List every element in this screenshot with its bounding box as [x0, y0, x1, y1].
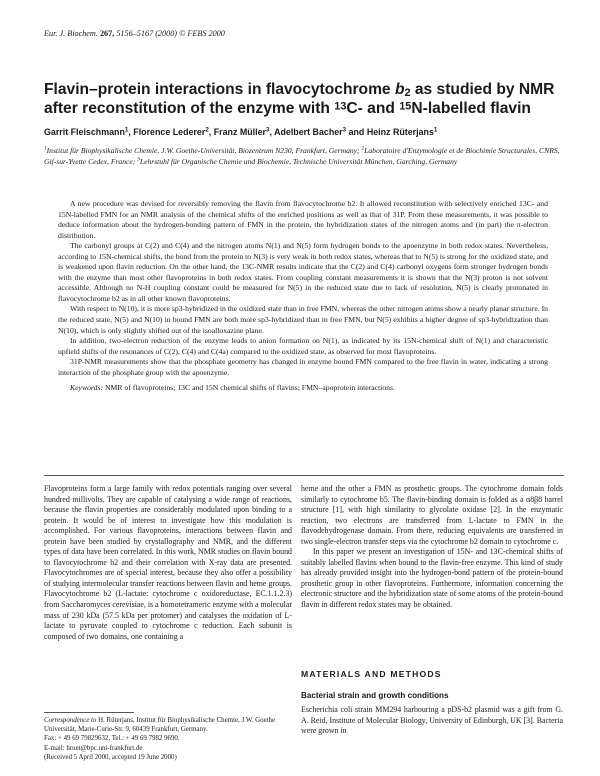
- author: Franz Müller: [213, 127, 266, 137]
- footnotes: [44, 716, 294, 762]
- body-paragraph: In this paper we present an investigation of 15N- and 13C-chemical shifts of suitably labelled flavins when bound to the flavin-free enzyme. This kind of study has already provided insight into the hydrogen-bond pattern of the protein-bound prosthetic group in other flavoproteins. Furthermore, information concerning the electronic structure and the hybridization state of some atoms of the protein-bound flavin in different redox states may be obtained.: [301, 547, 563, 610]
- journal-header: [44, 29, 225, 38]
- abstract-divider: [44, 475, 564, 476]
- abstract-paragraph: 31P-NMR measurements show that the phosphate geometry has changed in enzyme bound FMN compared to the free flavin in water, indicating a strong interaction of the phosphate group with the apoenzyme.: [58, 357, 548, 377]
- abstract-paragraph: With respect to N(10), it is more sp3-hybridized in the oxidized state than in free FMN, whereas the other nitrogen atoms show a nearly planar structure. In the reduced state, N(5) and N(10) in bound FMN are both more sp3-hybridized than in free FMN, but N(5) exhibits a higher degree of sp3-hybridization than N(10), which is only slightly shifted out of the isoalloxazine plane.: [58, 304, 548, 335]
- intro-left-column: [44, 484, 292, 642]
- methods-paragraph: Escherichia coli strain MM294 harbouring a pDS-b2 plasmid was a gift from G. A. Reid, Institute of Molecular Biology, University of Edinburgh, UK [3]. Bacteria were grown in: [301, 705, 563, 736]
- abstract-paragraph: A new procedure was devised for reversibly removing the flavin from flavocytochrome b2. It allowed reconstitution with selectively enriched 13C- and 15N-labelled FMN for an NMR analysis of the chemical shifts of the enriched positions as well as that of 31P. From these measurements, it was possible to deduce information about the hydrogen-bonding pattern of FMN in the protein, the hybridization states of the nitrogen atoms and (in part) the π-electron distribution.: [58, 199, 548, 240]
- body-paragraph: Flavoproteins form a large family with redox potentials ranging over several hundred millivolts. They are capable of catalysing a wide range of reactions, because the flavin properties are considerably modulated upon binding to a protein. It would be of interest to investigate how this modulation is accomplished. For various flavoproteins, interactions between flavin and protein have been studied by crystallography and NMR, and the different types of data have been correlated. In this work, NMR studies on flavin bound to flavocytochrome b2 and their correlation with X-ray data are presented. Flavocytochromes are of special interest, because they also offer a possibility of studying intermolecular transfer reactions between flavin and heme groups. Flavocytochrome b2 (L-lactate: cytochrome c oxidoreductase, EC.1.1.2.3) from Saccharomyces cerevisiae, is a homotetrameric enzyme with a molecular mass of 230 kDa (57.5 kDa per protomer) and catalyses the oxidation of L-lactate to pyruvate coupled to cytochrome c reduction. Each subunit is composed of two domains, one containing a: [44, 484, 293, 641]
- author: Heinz Rüterjans: [366, 127, 434, 137]
- subsection-heading: Bacterial strain and growth conditions: [301, 691, 449, 700]
- abstract-paragraph: The carbonyl groups at C(2) and C(4) and the nitrogen atoms N(1) and N(5) form hydrogen bonds to the apoenzyme in both redox states. Nevertheless, according to 15N-chemical shifts, the bond from the protein to N(3) is very weak in both redox states, whereas that to N(5) is strong for the oxidized state, and is weakened upon flavin reduction. On the other hand, the 13C-NMR results indicate that the C(2) and C(4) carbonyl oxygens form stronger hydrogen bonds with the enzyme than most other flavoproteins in both redox states. From coupling constant measurements it is shown that the N(3) proton is not solvent accessible. Although no N-H coupling constant could be measured for N(5) in the reduced state due to lack of resolution, N(5) is clearly protonated in flavocytochrome b2 as in all other known flavoproteins.: [58, 241, 548, 303]
- abstract-paragraph: In addition, two-electron reduction of the enzyme leads to anion formation on N(1), as indicated by its 15N-chemical shift of N(1) and characteristic upfield shifts of the resonances of C(2), C(4) and C(4a) compared to the oxidized state, as observed for most flavoproteins.: [58, 336, 548, 356]
- correspondence-note: Correspondence to H. Rüterjans, Institut für Biophysikalische Chemie, J.W. Goethe Universität, Marie-Curie-Str. 9, 60439 Frankfurt, Germany.: [44, 717, 276, 734]
- body-paragraph: heme and the other a FMN as prosthetic groups. The cytochrome domain folds similarly to cytochrome b5. The flavin-binding domain is folded as a α8β8 barrel structure [1], with high similarity to glycolate oxidase [2]. In the enzymatic reaction, two electrons are transferred from L-lactate to FMN in the flavodehydrogenase domain. From there, reducing equivalents are transferred in two single-electron transfer steps via the cytochrome b2 domain to cytochrome c.: [301, 484, 563, 546]
- journal-volume: 267,: [99, 29, 115, 38]
- email-note: E-mail: hruet@bpc.uni-frankfurt.de: [44, 744, 143, 752]
- keywords: Keywords: NMR of flavoproteins; 13C and 15N chemical shifts of flavins; FMN–apoprotein interactions.: [70, 383, 395, 393]
- section-heading: MATERIALS AND METHODS: [301, 669, 442, 679]
- author: Adelbert Bacher: [274, 127, 343, 137]
- affiliations: $^1$Institut für Biophysikalische Chemie, J.W. Goethe-Universität, Biozentrum N230, Frankfurt, Germany; $^2$Laboratoire d'Enzymologie et de Biochimie Structurales, CNRS, Gif-sur-Yvette Cedex, France; $^3$Lehrstuhl für Organische Chemie und Biochemie, Technische Universität München, Garching, Germany: [44, 145, 560, 166]
- abstract: [58, 199, 548, 394]
- intro-right-column: [301, 484, 563, 611]
- footnote-divider: [44, 712, 134, 713]
- author: Florence Lederer: [133, 127, 206, 137]
- fax-note: Fax: + 49 69 79829632, Tel.: + 49 69 7982 9690.: [44, 735, 180, 743]
- journal-pages: 5156–5167 (2000) © FEBS 2000: [116, 29, 225, 38]
- received-note: (Received 5 April 2000, accepted 19 June 2000): [44, 753, 177, 761]
- journal-name: Eur. J. Biochem.: [44, 29, 98, 38]
- author: Garrit Fleischmann: [44, 127, 125, 137]
- author-list: Garrit Fleischmann$^1$, Florence Lederer$^2$, Franz Müller$^3$, Adelbert Bacher$^3$ and Heinz Rüterjans$^1$: [44, 126, 438, 137]
- paper-title: Flavin–protein interactions in flavocytochrome $b_2$ as studied by NMR after reconstitution of the enzyme with $^{13}$C- and $^{15}$N-labelled flavin: [44, 81, 555, 117]
